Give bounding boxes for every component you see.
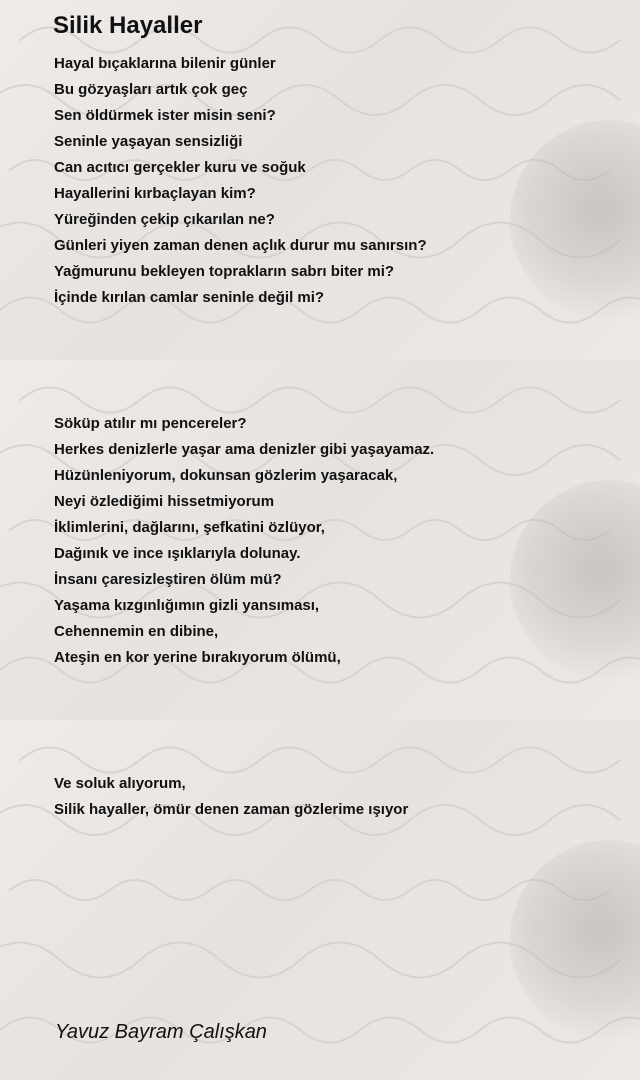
poem-line: Bu gözyaşları artık çok geç [54, 81, 248, 98]
poem-line: Can acıtıcı gerçekler kuru ve soğuk [54, 159, 306, 176]
poem-line: Ateşin en kor yerine bırakıyorum ölümü, [54, 649, 341, 666]
poem-line: Herkes denizlerle yaşar ama denizler gibi yaşayamaz. [54, 441, 435, 458]
poem-line: Söküp atılır mı pencereler? [54, 415, 247, 432]
stanza-3 [54, 771, 408, 823]
poem-line: Günleri yiyen zaman denen açlık durur mu sanırsın? [54, 237, 427, 254]
stanza-2 [54, 411, 434, 671]
poem-line: Seninle yaşayan sensizliği [54, 133, 243, 150]
poem-author: Yavuz Bayram Çalışkan [55, 1021, 267, 1043]
poem-line: Ve soluk alıyorum, [54, 775, 186, 792]
poem-line: Yüreğinden çekip çıkarılan ne? [54, 211, 275, 228]
poem-line: Yaşama kızgınlığımın gizli yansıması, [54, 597, 320, 614]
poem-line: Cehennemin en dibine, [54, 623, 219, 640]
poem-line: Neyi özlediğimi hissetmiyorum [54, 493, 275, 510]
poem-line: Sen öldürmek ister misin seni? [54, 107, 276, 124]
poem-line: Silik hayaller, ömür denen zaman gözlerime ışıyor [54, 801, 409, 818]
poem-line: İklimlerini, dağlarını, şefkatini özlüyor, [54, 519, 325, 536]
poem-line: Dağınık ve ince ışıklarıyla dolunay. [54, 545, 301, 562]
poem-line: Yağmurunu bekleyen toprakların sabrı biter mi? [54, 263, 395, 280]
poem-line: Hayal bıçaklarına bilenir günler [54, 55, 276, 72]
poem-line: Hüzünleniyorum, dokunsan gözlerim yaşaracak, [54, 467, 398, 484]
poem-line: İnsanı çaresizleştiren ölüm mü? [54, 571, 282, 588]
poem-line: Hayallerini kırbaçlayan kim? [54, 185, 256, 202]
poem-line: İçinde kırılan camlar seninle değil mi? [54, 289, 325, 306]
poem-title: Silik Hayaller [53, 12, 203, 39]
stanza-1 [54, 51, 427, 311]
